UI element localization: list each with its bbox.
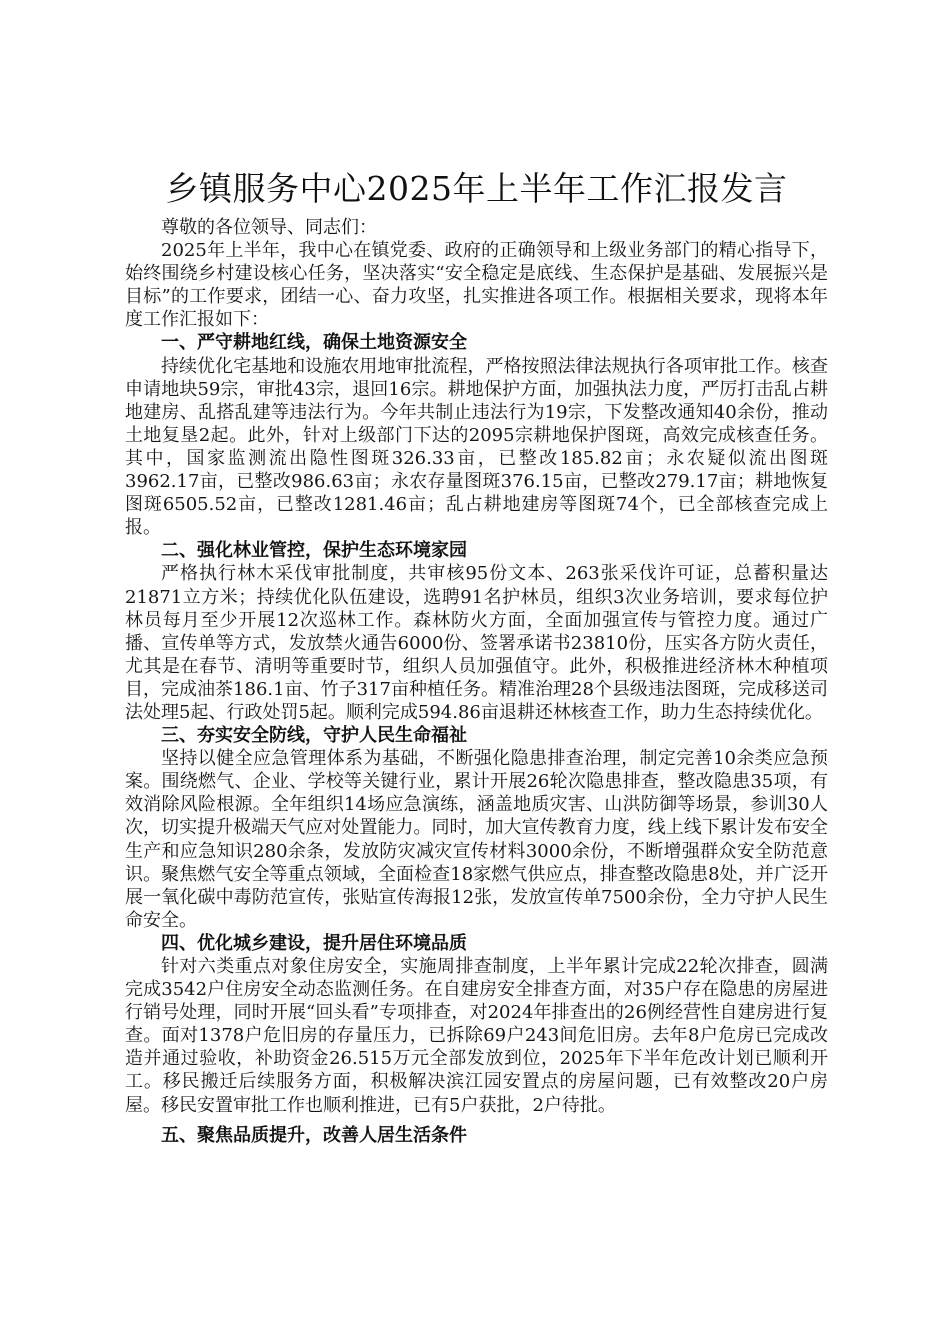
section-body-4: 针对六类重点对象住房安全，实施周排查制度，上半年累计完成22轮次排查，圆满完成3542户住房安全动态监测任务。在自建房安全排查方面，对35户存在隐患的房屋进行销号处理，同时开展“回头看”专项排查，对2024年排查出的26例经营性自建房进行复查。面对1378户危旧房的存量压力，已拆除69户243间危旧房。去年8户危房已完成改造并通过验收，补助资金26.515万元全部发放到位，2025年下半年危改计划已顺利开工。移民搬迁后续服务方面，积极解决滨江园安置点的房屋问题，已有效整改20户房屋。移民安置审批工作也顺利推进，已有5户获批，2户待批。 — [125, 956, 828, 1116]
section-heading-5: 五、聚焦品质提升，改善人居生活条件 — [161, 1124, 467, 1146]
section-body-1: 持续优化宅基地和设施农用地审批流程，严格按照法律法规执行各项审批工作。核查申请地块59宗，审批43宗，退回16宗。耕地保护方面，加强执法力度，严厉打击乱占耕地建房、乱搭乱建等违法行为。今年共制止违法行为19宗，下发整改通知40余份，推动土地复垦2起。此外，针对上级部门下达的2095宗耕地保护图斑，高效完成核查任务。其中，国家监测流出隐性图斑326.33亩，已整改185.82亩；永农疑似流出图斑3962.17亩，已整改986.63亩；永农存量图斑376.15亩，已整改279.17亩；耕地恢复图斑6505.52亩，已整改1281.46亩；乱占耕地建房等图斑74个，已全部核查完成上报。 — [125, 355, 828, 539]
salutation: 尊敬的各位领导、同志们： — [161, 217, 377, 238]
section-body-3: 坚持以健全应急管理体系为基础，不断强化隐患排查治理，制定完善10余类应急预案。围绕燃气、企业、学校等关键行业，累计开展26轮次隐患排查，整改隐患35项，有效消除风险根源。全年组织14场应急演练，涵盖地质灾害、山洪防御等场景，参训30人次，切实提升极端天气应对处置能力。同时，加大宣传教育力度，线上线下累计发布安全生产和应急知识280余条，发放防灾减灾宣传材料3000余份，不断增强群众安全防范意识。聚焦燃气安全等重点领域，全面检查18家燃气供应点，排查整改隐患8处，并广泛开展一氧化碳中毒防范宣传，张贴宣传海报12张，发放宣传单7500余份，全力守护人民生命安全。 — [125, 748, 828, 931]
section-heading-3: 三、夯实安全防线，守护人民生命福祉 — [161, 725, 467, 747]
intro-paragraph: 2025年上半年，我中心在镇党委、政府的正确领导和上级业务部门的精心指导下，始终围绕乡村建设核心任务，坚决落实“安全稳定是底线、生态保护是基础、发展振兴是目标”的工作要求，团结一心、奋力攻坚，扎实推进各项工作。根据相关要求，现将本年度工作汇报如下： — [125, 240, 828, 331]
section-body-2: 严格执行林木采伐审批制度，共审核95份文本、263张采伐许可证，总蓄积量达21871立方米；持续优化队伍建设，选聘91名护林员，组织3次业务培训，要求每位护林员每月至少开展12次巡林工作。森林防火方面，全面加强宣传与管控力度。通过广播、宣传单等方式，发放禁火通告6000份、签署承诺书23810份，压实各方防火责任，尤其是在春节、清明等重要时节，组织人员加强值守。此外，积极推进经济林木种植项目，完成油茶186.1亩、竹子317亩种植任务。精准治理28个县级违法图斑，完成移送司法处理5起、行政处罚5起。顺利完成594.86亩退耕还林核查工作，助力生态持续优化。 — [125, 563, 828, 723]
document-title: 乡镇服务中心2025年上半年工作汇报发言 — [165, 169, 788, 208]
document-content — [125, 168, 828, 1147]
section-heading-1: 一、严守耕地红线，确保土地资源安全 — [161, 332, 467, 354]
section-heading-2: 二、强化林业管控，保护生态环境家园 — [161, 540, 467, 562]
section-heading-4: 四、优化城乡建设，提升居住环境品质 — [161, 932, 467, 954]
